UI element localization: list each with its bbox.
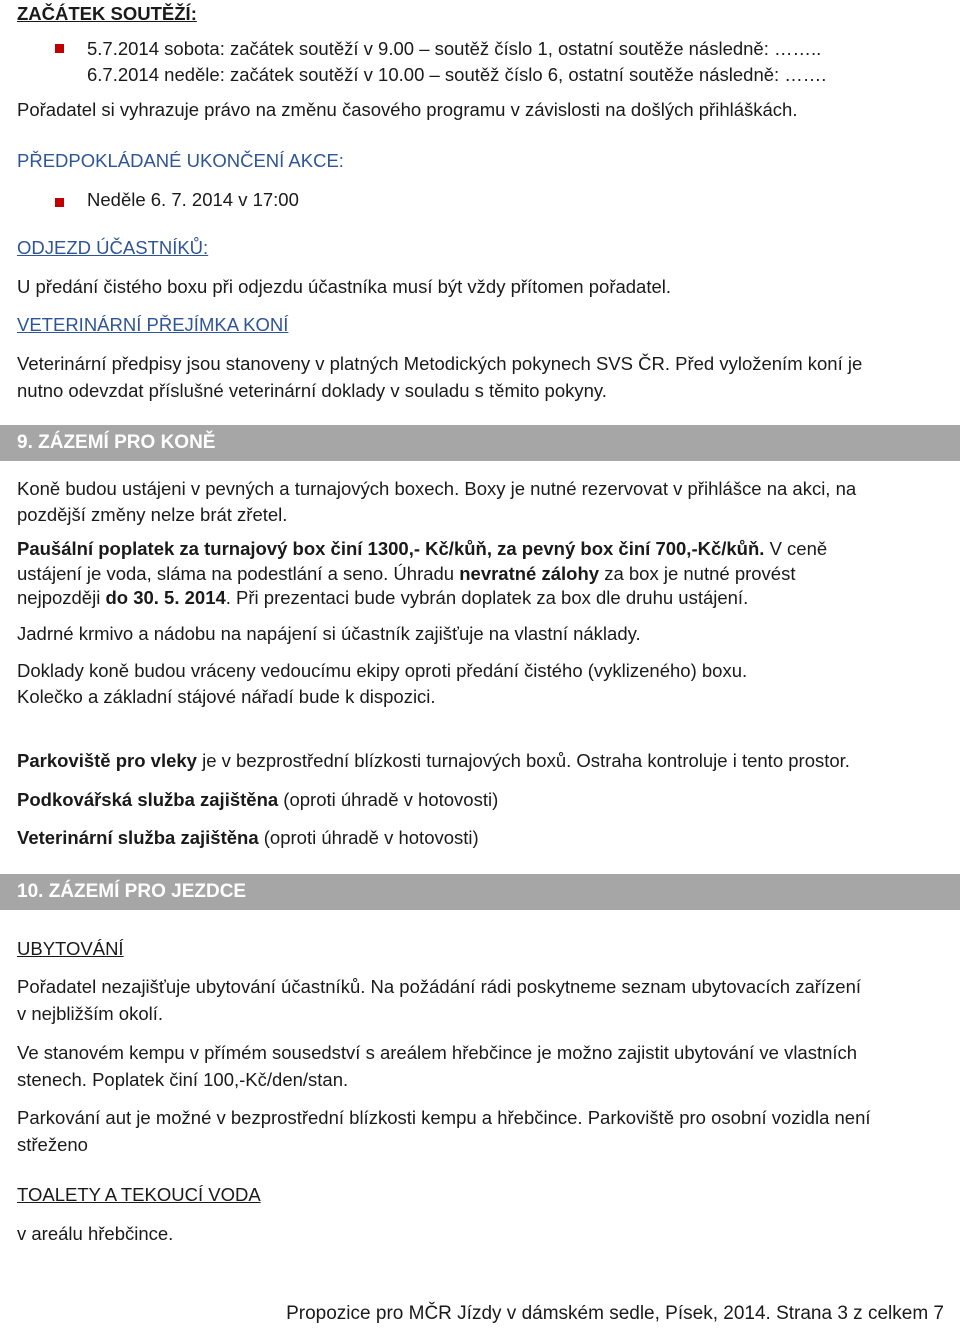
vet-service: [17, 824, 942, 851]
fee-line-2-text: ustájení je voda, sláma na podestlání a seno. Úhradu: [17, 563, 460, 584]
fee-line-2-rest: za box je nutné provést: [599, 563, 796, 584]
farrier-service: [17, 786, 942, 813]
section-9-heading: 9. ZÁZEMÍ PRO KONĚ: [17, 432, 216, 453]
section-9-bar: [0, 425, 960, 461]
lodging-heading: UBYTOVÁNÍ: [17, 938, 124, 959]
fee-bold: Paušální poplatek za turnajový box činí 1300,- Kč/kůň, za pevný box činí 700,-Kč/kůň.: [17, 538, 765, 559]
fee-line-1: [17, 535, 942, 562]
trailer-parking-bold: Parkoviště pro vleky: [17, 750, 197, 771]
toilets-heading: TOALETY A TEKOUCÍ VODA: [17, 1184, 261, 1205]
camp-line-2: stenech. Poplatek činí 100,-Kč/den/stan.: [17, 1069, 349, 1090]
bullet-icon: [55, 198, 64, 207]
vet-line-2: nutno odevzdat příslušné veterinární doklady v souladu s těmito pokyny.: [17, 380, 607, 401]
feed-text: Jadrné krmivo a nádobu na napájení si účastník zajišťuje na vlastní náklady.: [17, 623, 641, 644]
vet-heading: VETERINÁRNÍ PŘEJÍMKA KONÍ: [17, 314, 289, 335]
cars-line-2: střeženo: [17, 1134, 88, 1155]
docs-text: Doklady koně budou vráceny vedoucímu ekipy oproti předání čistého (vyklizeného) boxu.: [17, 660, 748, 681]
cars-line-1: Parkování aut je možné v bezprostřední blízkosti kempu a hřebčince. Parkoviště pro osobní vozidla není: [17, 1107, 871, 1128]
tools-text: Kolečko a základní stájové nářadí bude k dispozici.: [17, 686, 436, 707]
vet-line-1: Veterinární předpisy jsou stanoveny v platných Metodických pokynech SVS ČR. Před vyložením koní je: [17, 353, 863, 374]
boxes-line-2: pozdější změny nelze brát zřetel.: [17, 504, 288, 525]
farrier-rest: (oproti úhradě v hotovosti): [278, 789, 499, 810]
toilets-text: v areálu hřebčince.: [17, 1223, 174, 1244]
deadline-bold: do 30. 5. 2014: [105, 587, 226, 608]
lodging-line-1: Pořadatel nezajišťuje ubytování účastníků. Na požádání rádi poskytneme seznam ubytovacích zařízení: [17, 976, 862, 997]
fee-line-2: [17, 560, 942, 587]
start-note: Pořadatel si vyhrazuje právo na změnu časového programu v závislosti na došlých přihláškách.: [17, 99, 798, 120]
vet-service-bold: Veterinární služba zajištěna: [17, 827, 259, 848]
departure-text: U předání čistého boxu při odjezdu účastníka musí být vždy přítomen pořadatel.: [17, 276, 672, 297]
fee-line-3: [17, 584, 942, 611]
camp-line-1: Ve stanovém kempu v přímém sousedství s areálem hřebčince je možno zajistit ubytování ve vlastních: [17, 1042, 858, 1063]
section-10-bar: [0, 874, 960, 910]
section-10-heading: 10. ZÁZEMÍ PRO JEZDCE: [17, 881, 247, 902]
deposit-bold: nevratné zálohy: [459, 563, 600, 584]
boxes-line-1: Koně budou ustájeni v pevných a turnajových boxech. Boxy je nutné rezervovat v přihlášce na akci, na: [17, 478, 857, 499]
trailer-parking: [17, 747, 942, 774]
start-item-2: 6.7.2014 neděle: začátek soutěží v 10.00 – soutěž číslo 6, ostatní soutěže následně: …….: [87, 64, 827, 85]
fee-line-3-rest: . Při prezentaci bude vybrán doplatek za box dle druhu ustájení.: [225, 587, 749, 608]
farrier-bold: Podkovářská služba zajištěna: [17, 789, 279, 810]
fee-line-3-text: nejpozději: [17, 587, 106, 608]
start-item-1: 5.7.2014 sobota: začátek soutěží v 9.00 – soutěž číslo 1, ostatní soutěže následně: ……..: [87, 38, 822, 59]
start-heading: ZAČÁTEK SOUTĚŽÍ:: [17, 3, 197, 24]
departure-heading: ODJEZD ÚČASTNÍKŮ:: [17, 237, 209, 258]
vet-service-rest: (oproti úhradě v hotovosti): [258, 827, 479, 848]
end-heading: PŘEDPOKLÁDANÉ UKONČENÍ AKCE:: [17, 150, 344, 171]
page-footer: Propozice pro MČR Jízdy v dámském sedle, Písek, 2014. Strana 3 z celkem 7: [286, 1303, 944, 1324]
lodging-line-2: v nejbližším okolí.: [17, 1003, 163, 1024]
bullet-icon: [55, 44, 64, 53]
end-item: Neděle 6. 7. 2014 v 17:00: [87, 189, 299, 210]
trailer-parking-rest: je v bezprostřední blízkosti turnajových boxů. Ostraha kontroluje i tento prostor.: [196, 750, 850, 771]
fee-rest: V ceně: [764, 538, 828, 559]
